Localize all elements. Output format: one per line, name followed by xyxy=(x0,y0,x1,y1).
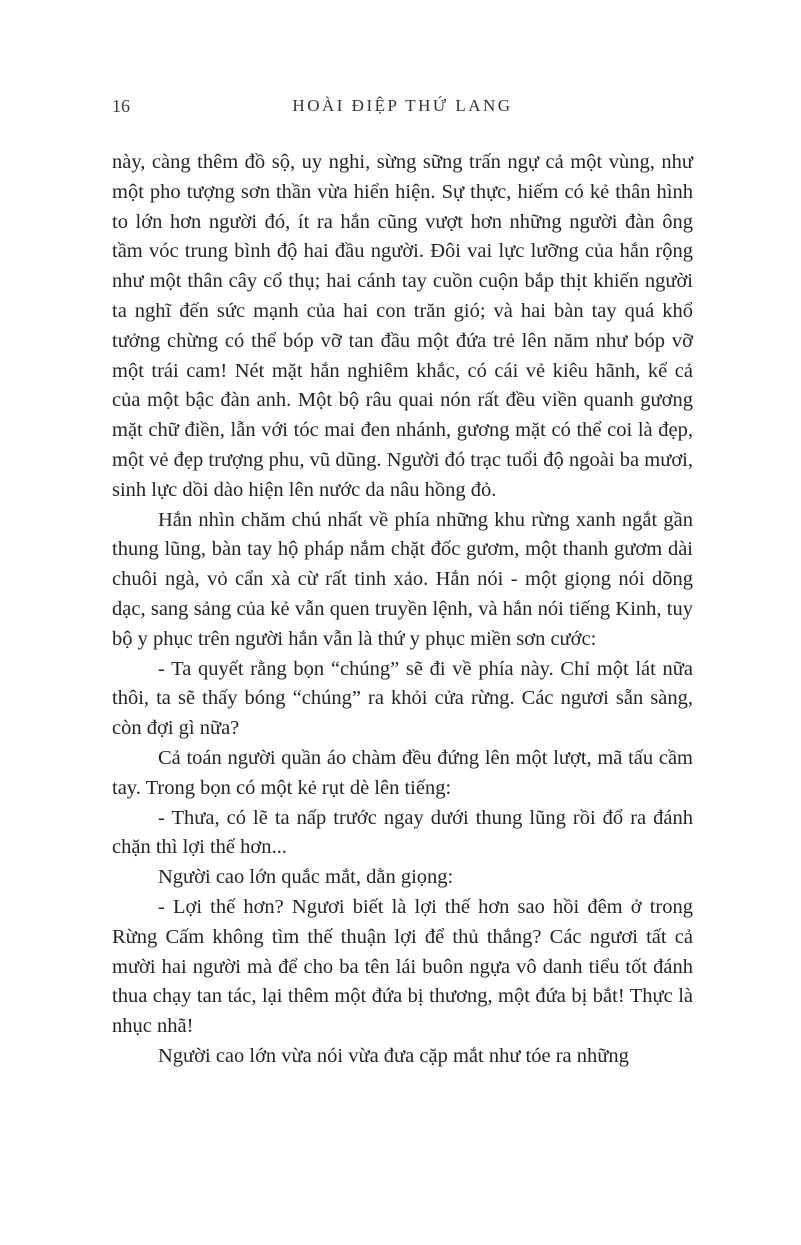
paragraph-dialogue-3: - Lợi thế hơn? Ngươi biết là lợi thế hơn sao hồi đêm ở trong Rừng Cấm không tìm thế thuận lợi để thủ thắng? Các ngươi tất cả mười hai người mà để cho ba tên lái buôn ngựa vô danh tiểu tốt đánh thua chạy tan tác, lại thêm một đứa bị thương, một đứa bị bắt! Thực là nhục nhã! xyxy=(112,895,693,1038)
running-header xyxy=(112,96,693,126)
paragraph-continuation: này, càng thêm đồ sộ, uy nghi, sừng sững trấn ngự cả một vùng, như một pho tượng sơn thần vừa hiển hiện. Sự thực, hiếm có kẻ thân hình to lớn hơn người đó, ít ra hắn cũng vượt hơn những người đàn ông tầm vóc trung bình độ hai đầu người. Đôi vai lực lưỡng của hắn rộng như một thân cây cổ thụ; hai cánh tay cuồn cuộn bắp thịt khiến người ta nghĩ đến sức mạnh của hai con trăn gió; và hai bàn tay quá khổ tưởng chừng có thể bóp vỡ tan đầu một đứa trẻ lên năm như bóp vỡ một trái cam! Nét mặt hắn nghiêm khắc, có cái vẻ kiêu hãnh, kể cả của một bậc đàn anh. Một bộ râu quai nón rất đều viền quanh gương mặt chữ điền, lẫn với tóc mai đen nhánh, gương mặt có thể coi là đẹp, một vẻ đẹp trượng phu, vũ dũng. Người đó trạc tuổi độ ngoài ba mươi, sinh lực dồi dào hiện lên nước da nâu hồng đỏ. xyxy=(112,151,693,501)
paragraph-dialogue-2: - Thưa, có lẽ ta nấp trước ngay dưới thung lũng rồi đổ ra đánh chặn thì lợi thế hơn... xyxy=(112,806,693,859)
paragraph-dialogue-1: - Ta quyết rằng bọn “chúng” sẽ đi về phía này. Chỉ một lát nữa thôi, ta sẽ thấy bóng “chúng” ra khỏi cửa rừng. Các ngươi sẵn sàng, còn đợi gì nữa? xyxy=(112,657,693,740)
paragraph-narration-1: Hắn nhìn chăm chú nhất về phía những khu rừng xanh ngắt gần thung lũng, bàn tay hộ pháp nắm chặt đốc gươm, một thanh gươm dài chuôi ngà, vỏ cẩn xà cừ rất tinh xảo. Hắn nói - một giọng nói dõng dạc, sang sảng của kẻ vẫn quen truyền lệnh, và hắn nói tiếng Kinh, tuy bộ y phục trên người hắn vẫn là thứ y phục miền sơn cước: xyxy=(112,508,693,650)
page-number: 16 xyxy=(112,96,130,116)
paragraph-narration-2: Cả toán người quần áo chàm đều đứng lên một lượt, mã tấu cầm tay. Trong bọn có một kẻ rụt dè lên tiếng: xyxy=(112,746,693,799)
body-text xyxy=(112,148,693,1072)
paragraph-narration-4: Người cao lớn vừa nói vừa đưa cặp mắt như tóe ra những xyxy=(158,1044,629,1067)
header-title: HOÀI ĐIỆP THỨ LANG xyxy=(292,96,513,115)
paragraph-narration-3: Người cao lớn quắc mắt, dằn giọng: xyxy=(158,866,454,889)
